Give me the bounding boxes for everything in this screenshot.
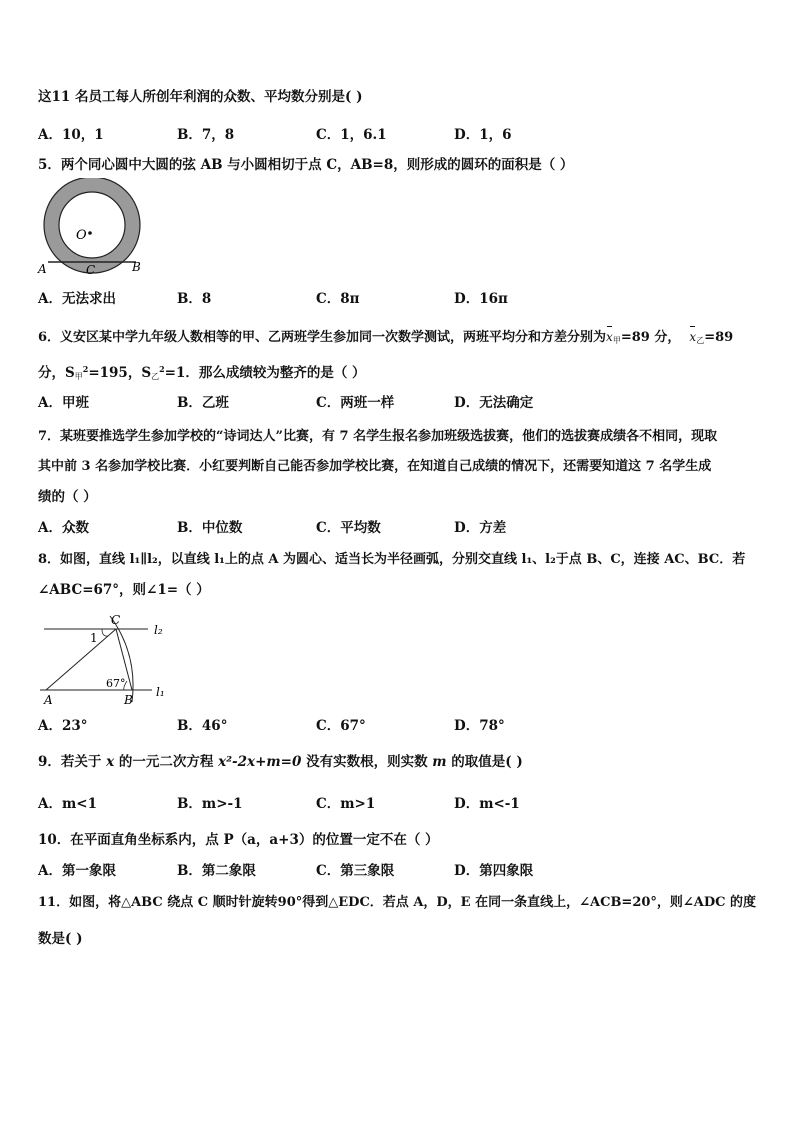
q9-text-b: 的一元二次方程 — [114, 754, 219, 770]
inner-circle — [59, 192, 125, 258]
q9-text-d: 的取值是( ) — [446, 754, 523, 770]
q8-options — [38, 717, 738, 735]
q6-sup-1: 2 — [82, 364, 89, 374]
q9-text-a: 9．若关于 — [38, 754, 107, 770]
q10-option-b[interactable]: B．第二象限 — [177, 863, 256, 879]
q6-option-b[interactable]: B．乙班 — [177, 395, 229, 411]
q6-sub-s-jia: 甲 — [74, 372, 83, 381]
q11-stem-line2: 数是( ) — [38, 931, 83, 947]
q8-stem-line1: 8．如图，直线 l₁∥l₂，以直线 l₁上的点 A 为圆心、适当长为半径画弧，分别交直线 l₁、l₂于点 B、C，连接 AC、BC．若 — [38, 552, 746, 567]
q7-stem-line3: 绩的（ ） — [38, 489, 97, 505]
q9-option-c[interactable]: C．m>1 — [316, 796, 376, 812]
q6-xbar-jia: x — [606, 330, 613, 344]
q8-stem-line2: ∠ABC=67°，则∠1=（ ） — [38, 582, 210, 598]
q4-stem: 这11 名员工每人所创年利润的众数、平均数分别是( ) — [38, 89, 363, 105]
q6-text-e: =195，S — [88, 365, 152, 381]
label-l1: l₁ — [156, 685, 165, 699]
q10-option-a[interactable]: A．第一象限 — [38, 863, 116, 879]
q6-stem-line1 — [38, 328, 758, 348]
label-b: B — [124, 693, 133, 707]
label-c: C — [86, 263, 96, 277]
q9-var-m: m — [432, 754, 447, 770]
q9-option-b[interactable]: B．m>-1 — [177, 796, 243, 812]
q6-sup-2: 2 — [159, 364, 165, 374]
label-o: O — [76, 228, 87, 243]
q6-option-a[interactable]: A．甲班 — [38, 395, 89, 411]
label-b: B — [132, 260, 141, 274]
q4-option-b[interactable]: B．7，8 — [177, 127, 235, 143]
label-a: A — [38, 262, 47, 276]
q7-option-c[interactable]: C．平均数 — [316, 520, 381, 536]
q6-option-d[interactable]: D．无法确定 — [454, 395, 534, 411]
q8-option-b[interactable]: B．46° — [177, 718, 228, 734]
q7-option-a[interactable]: A．众数 — [38, 520, 89, 536]
q6-sub-jia: 甲 — [612, 336, 621, 345]
q9-option-d[interactable]: D．m<-1 — [454, 796, 520, 812]
q8-option-d[interactable]: D．78° — [454, 718, 505, 734]
q5-annulus-figure — [36, 178, 146, 278]
q6-stem-line2 — [38, 364, 366, 384]
q10-options — [38, 862, 738, 880]
q5-option-c[interactable]: C．8π — [316, 291, 360, 307]
q9-equation: x²-2x+m=0 — [218, 754, 302, 770]
q6-text-a: 6．义安区某中学九年级人数相等的甲、乙两班学生参加同一次数学测试，两班平均分和方差分别为 — [38, 330, 607, 345]
q4-option-c[interactable]: C．1，6.1 — [316, 127, 387, 143]
q5-option-d[interactable]: D．16π — [454, 291, 508, 307]
label-angle-1: 1 — [90, 631, 98, 645]
q6-text-f: =1．那么成绩较为整齐的是（ ） — [164, 365, 366, 381]
q4-option-d[interactable]: D．1，6 — [454, 127, 512, 143]
q7-stem-line1: 7．某班要推选学生参加学校的“诗词达人”比赛，有 7 名学生报名参加班级选拔赛，他们的选拔赛成绩各不相同，现取 — [38, 429, 718, 444]
q10-option-d[interactable]: D．第四象限 — [454, 863, 534, 879]
q7-stem-line2: 其中前 3 名参加学校比赛．小红要判断自己能否参加学校比赛，在知道自己成绩的情况下，还需要知道这 7 名学生成 — [38, 459, 712, 474]
q6-sub-s-yi: 乙 — [151, 372, 160, 381]
q9-var-x: x — [106, 754, 115, 770]
q9-options — [38, 795, 738, 813]
angle-1-mark — [102, 629, 108, 636]
q6-text-b: =89 分， — [620, 330, 681, 345]
q6-text-d: 分，S — [38, 365, 75, 381]
q6-text-c: =89 — [704, 330, 734, 345]
q6-option-c[interactable]: C．两班一样 — [316, 395, 395, 411]
q8-option-c[interactable]: C．67° — [316, 718, 366, 734]
q10-option-c[interactable]: C．第三象限 — [316, 863, 395, 879]
q5-options — [38, 290, 738, 308]
q6-options — [38, 394, 738, 412]
label-angle-67: 67° — [106, 677, 126, 690]
q4-options — [38, 126, 738, 144]
label-a: A — [44, 693, 53, 707]
q7-option-d[interactable]: D．方差 — [454, 520, 507, 536]
q6-xbar-yi: x — [689, 330, 697, 344]
q9-stem — [38, 753, 523, 771]
q7-option-b[interactable]: B．中位数 — [177, 520, 243, 536]
label-l2: l₂ — [154, 623, 163, 637]
q9-text-c: 没有实数根，则实数 — [301, 754, 433, 770]
center-point — [88, 231, 92, 235]
q9-option-a[interactable]: A．m<1 — [38, 796, 97, 812]
q8-option-a[interactable]: A．23° — [38, 718, 88, 734]
label-c: C — [111, 613, 121, 627]
q11-stem-line1: 11．如图，将△ABC 绕点 C 顺时针旋转90°得到△EDC．若点 A，D，E 在同一条直线上，∠ACB=20°，则∠ADC 的度 — [38, 895, 757, 910]
q5-option-b[interactable]: B．8 — [177, 291, 212, 307]
q6-sub-yi: 乙 — [696, 336, 705, 345]
q10-stem: 10．在平面直角坐标系内，点 P（a，a+3）的位置一定不在（ ） — [38, 832, 439, 848]
q7-options — [38, 519, 738, 537]
q8-parallel-lines-figure — [36, 610, 168, 710]
q4-option-a[interactable]: A．10，1 — [38, 127, 104, 143]
q5-option-a[interactable]: A．无法求出 — [38, 291, 116, 307]
q5-stem: 5．两个同心圆中大圆的弦 AB 与小圆相切于点 C，AB=8，则形成的圆环的面积是（ ） — [38, 157, 574, 173]
